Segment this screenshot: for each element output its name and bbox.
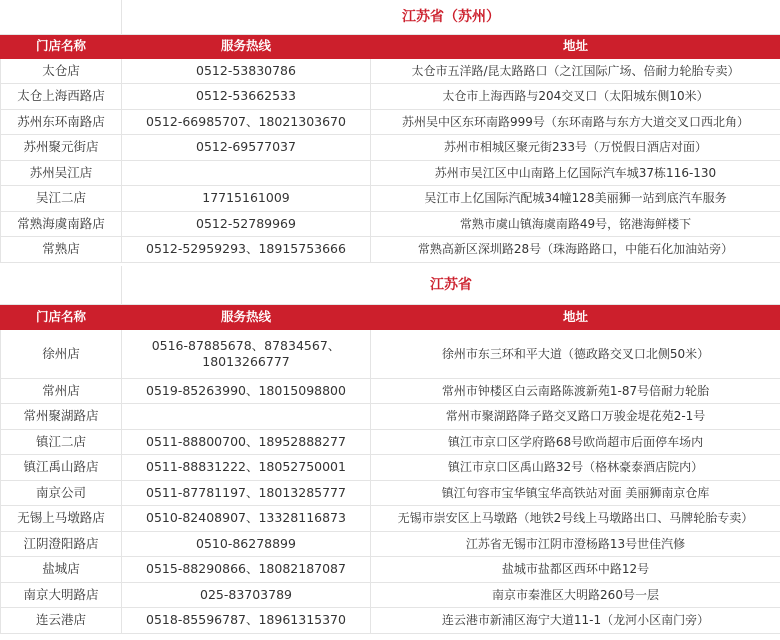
store-hotline: 025-83703789	[122, 582, 371, 607]
table-row	[1, 556, 780, 582]
store-address: 镇江市京口区禹山路32号（格林豪泰酒店院内）	[371, 454, 780, 480]
header-hotline: 服务热线	[122, 304, 371, 329]
table-row	[1, 429, 780, 454]
table-row	[1, 531, 780, 556]
table-row	[1, 185, 780, 211]
suzhou-store-table	[0, 0, 780, 263]
table-row	[1, 378, 780, 403]
store-hotline: 0511-88800700、18952888277	[122, 429, 371, 454]
store-hotline: 0510-82408907、13328116873	[122, 505, 371, 531]
table-header-row	[1, 304, 780, 329]
header-address: 地址	[371, 34, 780, 58]
header-hotline: 服务热线	[122, 34, 371, 58]
table-row	[1, 505, 780, 531]
store-name: 常熟店	[1, 236, 122, 262]
header-store-name: 门店名称	[1, 304, 122, 329]
store-address: 苏州市吴江区中山南路上亿国际汽车城37栋116-130	[371, 160, 780, 185]
section-title-row	[1, 0, 780, 34]
store-hotline	[122, 160, 371, 185]
store-name: 江阴澄阳路店	[1, 531, 122, 556]
table-header-row	[1, 34, 780, 58]
store-name: 苏州吴江店	[1, 160, 122, 185]
store-hotline: 0511-88831222、18052750001	[122, 454, 371, 480]
store-hotline: 0512-53662533	[122, 83, 371, 109]
store-hotline: 0512-66985707、18021303670	[122, 109, 371, 134]
table-row	[1, 211, 780, 236]
store-hotline: 0512-69577037	[122, 134, 371, 160]
store-address: 常熟高新区深圳路28号（珠海路路口，中能石化加油站旁）	[371, 236, 780, 262]
store-name: 徐州店	[1, 329, 122, 378]
store-address: 南京市秦淮区大明路260号一层	[371, 582, 780, 607]
section-title-row	[1, 266, 780, 304]
store-address: 苏州吴中区东环南路999号（东环南路与东方大道交叉口西北角）	[371, 109, 780, 134]
store-address: 太仓市五洋路/昆太路路口（之江国际广场、倍耐力轮胎专卖）	[371, 58, 780, 83]
store-name: 盐城店	[1, 556, 122, 582]
table-row	[1, 58, 780, 83]
store-address: 常州市聚湖路降子路交叉路口万骏金堤花苑2-1号	[371, 403, 780, 429]
store-hotline: 0512-52959293、18915753666	[122, 236, 371, 262]
store-name: 镇江二店	[1, 429, 122, 454]
store-hotline: 0516-87885678、87834567、18013266777	[122, 329, 371, 378]
table-row	[1, 607, 780, 633]
store-name: 苏州聚元街店	[1, 134, 122, 160]
table-row	[1, 403, 780, 429]
header-address: 地址	[371, 304, 780, 329]
store-address: 无锡市崇安区上马墩路（地铁2号线上马墩路出口、马牌轮胎专卖）	[371, 505, 780, 531]
store-name: 连云港店	[1, 607, 122, 633]
store-address: 江苏省无锡市江阴市澄杨路13号世佳汽修	[371, 531, 780, 556]
title-spacer	[1, 0, 122, 34]
store-name: 无锡上马墩路店	[1, 505, 122, 531]
header-store-name: 门店名称	[1, 34, 122, 58]
store-name: 镇江禹山路店	[1, 454, 122, 480]
store-hotline: 17715161009	[122, 185, 371, 211]
store-address: 镇江句容市宝华镇宝华高铁站对面 美丽狮南京仓库	[371, 480, 780, 505]
table-row	[1, 109, 780, 134]
store-hotline: 0512-52789969	[122, 211, 371, 236]
section-title: 江苏省（苏州）	[122, 0, 780, 34]
table-row	[1, 160, 780, 185]
jiangsu-store-table	[0, 266, 780, 634]
store-name: 南京公司	[1, 480, 122, 505]
table-row	[1, 236, 780, 262]
table-row	[1, 454, 780, 480]
store-hotline: 0519-85263990、18015098800	[122, 378, 371, 403]
store-hotline: 0510-86278899	[122, 531, 371, 556]
table-row	[1, 83, 780, 109]
store-name: 苏州东环南路店	[1, 109, 122, 134]
store-hotline: 0518-85596787、18961315370	[122, 607, 371, 633]
store-hotline: 0515-88290866、18082187087	[122, 556, 371, 582]
store-name: 常州店	[1, 378, 122, 403]
store-address: 常州市钟楼区白云南路陈渡新苑1-87号倍耐力轮胎	[371, 378, 780, 403]
store-address: 常熟市虞山镇海虞南路49号，铭港海鲜楼下	[371, 211, 780, 236]
store-address: 连云港市新浦区海宁大道11-1（龙河小区南门旁）	[371, 607, 780, 633]
store-name: 太仓店	[1, 58, 122, 83]
section-title: 江苏省	[122, 266, 780, 304]
store-address: 盐城市盐都区西环中路12号	[371, 556, 780, 582]
store-hotline: 0511-87781197、18013285777	[122, 480, 371, 505]
store-name: 吴江二店	[1, 185, 122, 211]
store-hotline: 0512-53830786	[122, 58, 371, 83]
table-row	[1, 329, 780, 378]
store-name: 常州聚湖路店	[1, 403, 122, 429]
table-row	[1, 480, 780, 505]
table-row	[1, 582, 780, 607]
store-name: 常熟海虞南路店	[1, 211, 122, 236]
store-address: 徐州市东三环和平大道（德政路交叉口北侧50米）	[371, 329, 780, 378]
store-address: 镇江市京口区学府路68号欧尚超市后面停车场内	[371, 429, 780, 454]
store-address: 吴江市上亿国际汽配城34幢128美丽狮一站到底汽车服务	[371, 185, 780, 211]
store-name: 南京大明路店	[1, 582, 122, 607]
title-spacer	[1, 266, 122, 304]
store-name: 太仓上海西路店	[1, 83, 122, 109]
store-address: 太仓市上海西路与204交叉口（太阳城东侧10米）	[371, 83, 780, 109]
store-hotline	[122, 403, 371, 429]
store-address: 苏州市相城区聚元街233号（万悦假日酒店对面）	[371, 134, 780, 160]
table-row	[1, 134, 780, 160]
